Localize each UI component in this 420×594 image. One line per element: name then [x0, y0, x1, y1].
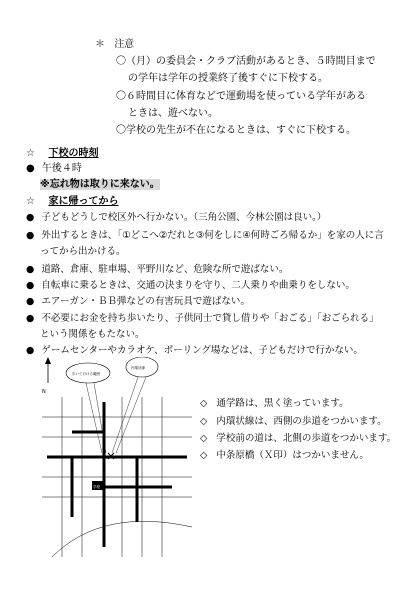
rule-item [26, 296, 250, 308]
section2-heading [26, 196, 118, 208]
bullet-icon: ● [26, 313, 35, 324]
legend-item [200, 433, 396, 445]
section1-time: 午後４時 [41, 163, 82, 174]
notice-line: の学年は学年の授業終了後すぐに下校する。 [128, 73, 328, 84]
notice-header [95, 39, 134, 51]
rule-item [26, 313, 379, 325]
notice-line: 〇学校の先生が不在になるときは、すぐに下校する。 [116, 125, 356, 136]
notice-line: 〇（月）の委員会・クラブ活動があるとき、５時間目まで [116, 56, 376, 67]
diamond-icon: ◇ [200, 450, 208, 461]
legend-text: 通学路は、黒く塗っています。 [216, 398, 349, 409]
rule-text: 子どもどうしで校区外へ行かない。（三角公園、今林公園は良い。） [41, 212, 327, 223]
bullet-icon: ● [26, 264, 35, 275]
map-roads [42, 397, 192, 557]
bullet-icon: ● [26, 296, 35, 307]
rule-text: 自転車に乗るときは、交通の決まりを守り、二人乗りや曲乗りをしない。 [41, 280, 355, 291]
school-route-map [42, 357, 192, 557]
diamond-icon: ◇ [200, 416, 208, 427]
bullet-icon: ● [26, 230, 35, 241]
rule-item [26, 212, 326, 224]
notice-symbol: ＊ [95, 39, 105, 50]
notice-title: 注意 [114, 39, 135, 50]
legend-text: 中条原橋（Ｘ印）はつかいません。 [216, 450, 369, 461]
bullet-icon: ● [26, 280, 35, 291]
bullet-icon: ● [26, 345, 35, 356]
section1-note [40, 179, 160, 191]
rule-text: ゲームセンターやカラオケ、ボーリング場などは、子どもだけで行かない。 [41, 345, 363, 356]
section1-note-text: ※忘れ物は取りに来ない。 [40, 179, 160, 190]
section1-heading [26, 148, 98, 160]
callout-right: 内環状線 [131, 366, 145, 370]
rule-text: ってから出かける。 [40, 246, 126, 257]
rule-text: 不必要にお金を持ち歩いたり、子供同士で貸し借りや「おごる」「おごられる」 [41, 313, 379, 324]
rule-text: という関係をもたない。 [40, 329, 145, 340]
notice-line: 〇６時間目に体育などで運動場を使っている学年がある [116, 91, 366, 102]
notice-line: ときは、遊べない。 [128, 108, 218, 119]
north-label: N [42, 389, 46, 395]
map-svg [42, 357, 192, 557]
diamond-icon: ◇ [200, 433, 208, 444]
bullet-icon: ● [26, 163, 35, 174]
legend-item [200, 398, 349, 410]
legend-text: 学校前の道は、北側の歩道をつかいます。 [216, 433, 397, 444]
school-route [47, 402, 187, 547]
legend-item [200, 450, 369, 462]
diamond-icon: ◇ [200, 398, 208, 409]
star-icon: ☆ [26, 196, 35, 207]
rule-item [26, 280, 355, 292]
legend-text: 内環状線は、西側の歩道をつかいます。 [216, 416, 387, 427]
rule-item [26, 345, 363, 357]
rule-item [26, 230, 384, 242]
rule-item [26, 264, 288, 276]
section1-item [26, 163, 82, 175]
bullet-icon: ● [26, 212, 35, 223]
section1-title: 下校の時刻 [48, 148, 99, 159]
rule-text: エアーガン・ＢＢ弾などの有害玩具で遊ばない。 [41, 296, 250, 307]
legend-item [200, 416, 387, 428]
section2-title: 家に帰ってから [48, 196, 119, 207]
rule-text: 道路、倉庫、駐車場、平野川など、危険な所で遊ばない。 [41, 264, 289, 275]
north-arrow-icon [45, 357, 51, 383]
callout-left: 歩いて行ける範囲 [72, 372, 100, 376]
rule-text: 外出するときは、「①どこへ②だれと③何をしに④何時ごろ帰るか」を家の人に言 [41, 230, 384, 241]
star-icon: ☆ [26, 148, 35, 159]
school-label: 学校 [93, 485, 100, 489]
